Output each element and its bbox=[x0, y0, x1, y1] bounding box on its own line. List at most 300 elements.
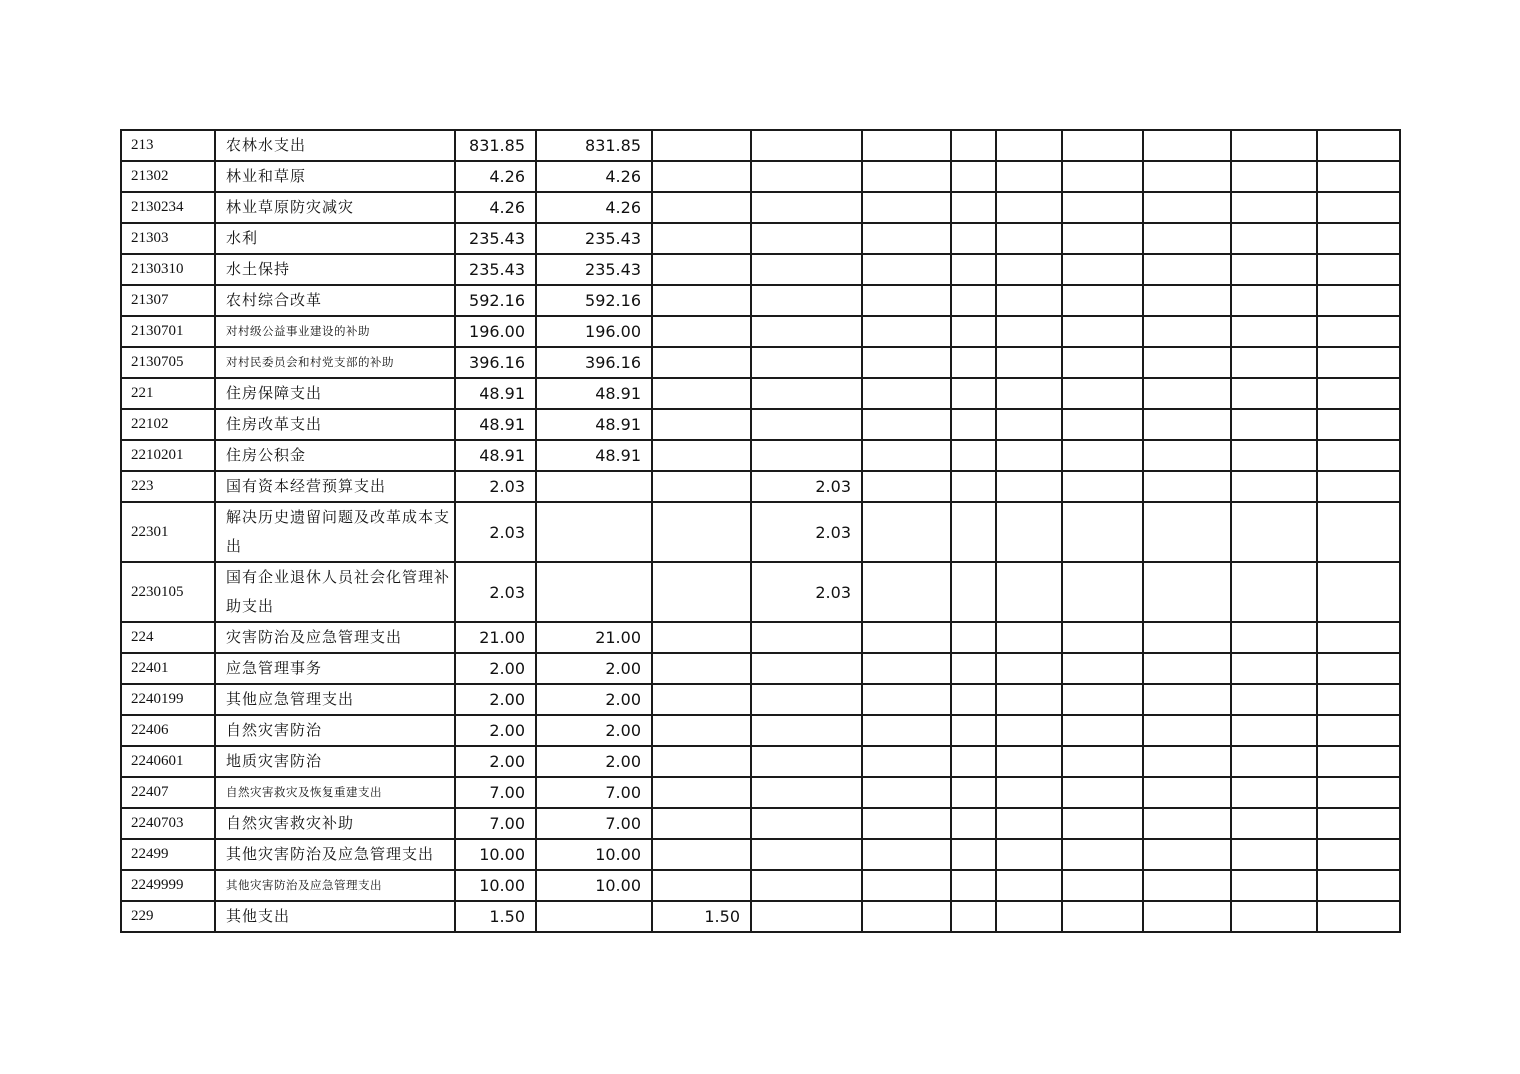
name-cell: 住房改革支出 bbox=[215, 409, 455, 440]
empty-cell bbox=[951, 192, 996, 223]
empty-cell bbox=[1062, 161, 1143, 192]
state-capital-cell bbox=[751, 347, 862, 378]
empty-cell bbox=[1317, 161, 1400, 192]
table-row bbox=[121, 347, 1400, 378]
code-cell: 2130701 bbox=[121, 316, 215, 347]
empty-cell bbox=[1143, 409, 1231, 440]
empty-cell bbox=[1062, 808, 1143, 839]
fund-budget-cell bbox=[652, 192, 751, 223]
empty-cell bbox=[862, 130, 951, 161]
empty-cell bbox=[862, 870, 951, 901]
empty-cell bbox=[951, 777, 996, 808]
table-body bbox=[121, 130, 1400, 932]
empty-cell bbox=[996, 254, 1062, 285]
empty-cell bbox=[996, 471, 1062, 502]
empty-cell bbox=[1143, 316, 1231, 347]
state-capital-cell bbox=[751, 440, 862, 471]
general-budget-cell: 831.85 bbox=[536, 130, 652, 161]
code-cell: 2230105 bbox=[121, 562, 215, 622]
state-capital-cell bbox=[751, 684, 862, 715]
code-cell: 2240601 bbox=[121, 746, 215, 777]
fund-budget-cell bbox=[652, 715, 751, 746]
table-row bbox=[121, 130, 1400, 161]
total-cell: 235.43 bbox=[455, 223, 536, 254]
empty-cell bbox=[1143, 161, 1231, 192]
empty-cell bbox=[862, 839, 951, 870]
code-cell: 22301 bbox=[121, 502, 215, 562]
code-cell: 2240199 bbox=[121, 684, 215, 715]
total-cell: 235.43 bbox=[455, 254, 536, 285]
empty-cell bbox=[1231, 808, 1317, 839]
empty-cell bbox=[1062, 223, 1143, 254]
empty-cell bbox=[1231, 409, 1317, 440]
state-capital-cell bbox=[751, 777, 862, 808]
total-cell: 10.00 bbox=[455, 839, 536, 870]
empty-cell bbox=[862, 192, 951, 223]
state-capital-cell bbox=[751, 223, 862, 254]
state-capital-cell bbox=[751, 715, 862, 746]
empty-cell bbox=[1317, 653, 1400, 684]
empty-cell bbox=[996, 777, 1062, 808]
empty-cell bbox=[951, 808, 996, 839]
empty-cell bbox=[996, 684, 1062, 715]
general-budget-cell: 7.00 bbox=[536, 777, 652, 808]
name-cell: 自然灾害救灾补助 bbox=[215, 808, 455, 839]
table-row bbox=[121, 440, 1400, 471]
empty-cell bbox=[1062, 777, 1143, 808]
table-row bbox=[121, 378, 1400, 409]
empty-cell bbox=[1143, 653, 1231, 684]
state-capital-cell: 2.03 bbox=[751, 502, 862, 562]
state-capital-cell bbox=[751, 901, 862, 932]
empty-cell bbox=[1062, 409, 1143, 440]
empty-cell bbox=[1062, 316, 1143, 347]
state-capital-cell bbox=[751, 409, 862, 440]
fund-budget-cell bbox=[652, 684, 751, 715]
code-cell: 22406 bbox=[121, 715, 215, 746]
empty-cell bbox=[1143, 440, 1231, 471]
empty-cell bbox=[996, 901, 1062, 932]
name-cell: 住房保障支出 bbox=[215, 378, 455, 409]
empty-cell bbox=[951, 285, 996, 316]
empty-cell bbox=[1317, 808, 1400, 839]
general-budget-cell: 235.43 bbox=[536, 223, 652, 254]
state-capital-cell bbox=[751, 870, 862, 901]
name-cell: 其他灾害防治及应急管理支出 bbox=[215, 839, 455, 870]
empty-cell bbox=[1143, 746, 1231, 777]
empty-cell bbox=[996, 130, 1062, 161]
code-cell: 21302 bbox=[121, 161, 215, 192]
code-cell: 213 bbox=[121, 130, 215, 161]
empty-cell bbox=[996, 715, 1062, 746]
general-budget-cell: 48.91 bbox=[536, 440, 652, 471]
empty-cell bbox=[1062, 715, 1143, 746]
name-cell: 国有资本经营预算支出 bbox=[215, 471, 455, 502]
empty-cell bbox=[862, 223, 951, 254]
name-cell: 其他应急管理支出 bbox=[215, 684, 455, 715]
code-cell: 2249999 bbox=[121, 870, 215, 901]
state-capital-cell bbox=[751, 653, 862, 684]
table-row bbox=[121, 746, 1400, 777]
table-row bbox=[121, 502, 1400, 562]
name-cell: 其他灾害防治及应急管理支出 bbox=[215, 870, 455, 901]
fund-budget-cell bbox=[652, 316, 751, 347]
empty-cell bbox=[1143, 223, 1231, 254]
total-cell: 10.00 bbox=[455, 870, 536, 901]
total-cell: 592.16 bbox=[455, 285, 536, 316]
empty-cell bbox=[951, 870, 996, 901]
table-row bbox=[121, 622, 1400, 653]
empty-cell bbox=[1231, 901, 1317, 932]
table-row bbox=[121, 839, 1400, 870]
code-cell: 224 bbox=[121, 622, 215, 653]
table-row bbox=[121, 808, 1400, 839]
budget-table bbox=[120, 129, 1401, 933]
empty-cell bbox=[1231, 192, 1317, 223]
empty-cell bbox=[1317, 223, 1400, 254]
total-cell: 2.00 bbox=[455, 653, 536, 684]
empty-cell bbox=[862, 409, 951, 440]
name-cell: 对村民委员会和村党支部的补助 bbox=[215, 347, 455, 378]
total-cell: 2.00 bbox=[455, 715, 536, 746]
empty-cell bbox=[1062, 378, 1143, 409]
empty-cell bbox=[1231, 285, 1317, 316]
total-cell: 196.00 bbox=[455, 316, 536, 347]
fund-budget-cell bbox=[652, 440, 751, 471]
empty-cell bbox=[1231, 440, 1317, 471]
table-row bbox=[121, 285, 1400, 316]
table-row bbox=[121, 777, 1400, 808]
state-capital-cell bbox=[751, 746, 862, 777]
general-budget-cell: 235.43 bbox=[536, 254, 652, 285]
general-budget-cell: 2.00 bbox=[536, 746, 652, 777]
empty-cell bbox=[1317, 192, 1400, 223]
empty-cell bbox=[996, 347, 1062, 378]
empty-cell bbox=[1143, 192, 1231, 223]
empty-cell bbox=[1231, 223, 1317, 254]
total-cell: 7.00 bbox=[455, 808, 536, 839]
fund-budget-cell bbox=[652, 347, 751, 378]
fund-budget-cell bbox=[652, 161, 751, 192]
fund-budget-cell bbox=[652, 409, 751, 440]
fund-budget-cell bbox=[652, 622, 751, 653]
empty-cell bbox=[862, 808, 951, 839]
state-capital-cell bbox=[751, 622, 862, 653]
empty-cell bbox=[862, 502, 951, 562]
name-cell: 水土保持 bbox=[215, 254, 455, 285]
empty-cell bbox=[996, 870, 1062, 901]
empty-cell bbox=[1231, 653, 1317, 684]
total-cell: 2.03 bbox=[455, 502, 536, 562]
state-capital-cell bbox=[751, 285, 862, 316]
fund-budget-cell bbox=[652, 653, 751, 684]
code-cell: 2130705 bbox=[121, 347, 215, 378]
total-cell: 1.50 bbox=[455, 901, 536, 932]
state-capital-cell bbox=[751, 839, 862, 870]
name-cell: 水利 bbox=[215, 223, 455, 254]
table-row bbox=[121, 192, 1400, 223]
empty-cell bbox=[1062, 684, 1143, 715]
empty-cell bbox=[996, 839, 1062, 870]
state-capital-cell bbox=[751, 130, 862, 161]
empty-cell bbox=[1062, 901, 1143, 932]
empty-cell bbox=[951, 684, 996, 715]
code-cell: 2210201 bbox=[121, 440, 215, 471]
empty-cell bbox=[1231, 870, 1317, 901]
empty-cell bbox=[1062, 471, 1143, 502]
fund-budget-cell bbox=[652, 471, 751, 502]
total-cell: 2.00 bbox=[455, 684, 536, 715]
general-budget-cell: 2.00 bbox=[536, 715, 652, 746]
empty-cell bbox=[862, 562, 951, 622]
empty-cell bbox=[1317, 316, 1400, 347]
fund-budget-cell bbox=[652, 130, 751, 161]
empty-cell bbox=[1317, 409, 1400, 440]
empty-cell bbox=[1231, 715, 1317, 746]
general-budget-cell: 396.16 bbox=[536, 347, 652, 378]
fund-budget-cell bbox=[652, 562, 751, 622]
empty-cell bbox=[1143, 901, 1231, 932]
state-capital-cell bbox=[751, 316, 862, 347]
empty-cell bbox=[1231, 161, 1317, 192]
code-cell: 22407 bbox=[121, 777, 215, 808]
code-cell: 2130310 bbox=[121, 254, 215, 285]
empty-cell bbox=[996, 378, 1062, 409]
fund-budget-cell bbox=[652, 808, 751, 839]
empty-cell bbox=[996, 409, 1062, 440]
fund-budget-cell bbox=[652, 870, 751, 901]
general-budget-cell: 21.00 bbox=[536, 622, 652, 653]
code-cell: 22102 bbox=[121, 409, 215, 440]
name-cell: 地质灾害防治 bbox=[215, 746, 455, 777]
empty-cell bbox=[1143, 808, 1231, 839]
empty-cell bbox=[862, 777, 951, 808]
empty-cell bbox=[951, 130, 996, 161]
empty-cell bbox=[996, 440, 1062, 471]
empty-cell bbox=[862, 285, 951, 316]
empty-cell bbox=[1062, 562, 1143, 622]
empty-cell bbox=[1317, 715, 1400, 746]
name-cell: 解决历史遗留问题及改革成本支出 bbox=[215, 502, 455, 562]
empty-cell bbox=[862, 653, 951, 684]
state-capital-cell bbox=[751, 254, 862, 285]
table-row bbox=[121, 316, 1400, 347]
state-capital-cell bbox=[751, 808, 862, 839]
empty-cell bbox=[1231, 562, 1317, 622]
empty-cell bbox=[1231, 777, 1317, 808]
general-budget-cell: 4.26 bbox=[536, 161, 652, 192]
empty-cell bbox=[996, 316, 1062, 347]
empty-cell bbox=[1231, 839, 1317, 870]
fund-budget-cell bbox=[652, 378, 751, 409]
total-cell: 831.85 bbox=[455, 130, 536, 161]
empty-cell bbox=[862, 378, 951, 409]
empty-cell bbox=[1062, 254, 1143, 285]
general-budget-cell: 196.00 bbox=[536, 316, 652, 347]
empty-cell bbox=[1231, 347, 1317, 378]
general-budget-cell: 7.00 bbox=[536, 808, 652, 839]
empty-cell bbox=[1143, 777, 1231, 808]
empty-cell bbox=[996, 502, 1062, 562]
table-row bbox=[121, 715, 1400, 746]
total-cell: 396.16 bbox=[455, 347, 536, 378]
empty-cell bbox=[1062, 347, 1143, 378]
general-budget-cell: 4.26 bbox=[536, 192, 652, 223]
name-cell: 林业和草原 bbox=[215, 161, 455, 192]
code-cell: 21303 bbox=[121, 223, 215, 254]
table-row bbox=[121, 562, 1400, 622]
code-cell: 2240703 bbox=[121, 808, 215, 839]
empty-cell bbox=[951, 839, 996, 870]
empty-cell bbox=[996, 746, 1062, 777]
empty-cell bbox=[1143, 870, 1231, 901]
empty-cell bbox=[1143, 562, 1231, 622]
empty-cell bbox=[951, 440, 996, 471]
general-budget-cell bbox=[536, 562, 652, 622]
total-cell: 21.00 bbox=[455, 622, 536, 653]
total-cell: 48.91 bbox=[455, 409, 536, 440]
empty-cell bbox=[996, 285, 1062, 316]
empty-cell bbox=[1143, 622, 1231, 653]
empty-cell bbox=[1231, 622, 1317, 653]
name-cell: 林业草原防灾减灾 bbox=[215, 192, 455, 223]
empty-cell bbox=[1062, 746, 1143, 777]
empty-cell bbox=[862, 901, 951, 932]
fund-budget-cell bbox=[652, 285, 751, 316]
table-row bbox=[121, 471, 1400, 502]
state-capital-cell bbox=[751, 192, 862, 223]
general-budget-cell: 592.16 bbox=[536, 285, 652, 316]
total-cell: 2.00 bbox=[455, 746, 536, 777]
empty-cell bbox=[1317, 440, 1400, 471]
empty-cell bbox=[1062, 870, 1143, 901]
general-budget-cell bbox=[536, 502, 652, 562]
empty-cell bbox=[862, 347, 951, 378]
empty-cell bbox=[1231, 316, 1317, 347]
empty-cell bbox=[951, 502, 996, 562]
empty-cell bbox=[862, 161, 951, 192]
name-cell: 住房公积金 bbox=[215, 440, 455, 471]
empty-cell bbox=[1317, 622, 1400, 653]
empty-cell bbox=[862, 622, 951, 653]
table-row bbox=[121, 901, 1400, 932]
state-capital-cell: 2.03 bbox=[751, 471, 862, 502]
total-cell: 2.03 bbox=[455, 471, 536, 502]
table-row bbox=[121, 653, 1400, 684]
empty-cell bbox=[1143, 285, 1231, 316]
empty-cell bbox=[951, 901, 996, 932]
empty-cell bbox=[1143, 347, 1231, 378]
empty-cell bbox=[996, 653, 1062, 684]
total-cell: 48.91 bbox=[455, 440, 536, 471]
empty-cell bbox=[1143, 839, 1231, 870]
empty-cell bbox=[951, 715, 996, 746]
empty-cell bbox=[1231, 746, 1317, 777]
empty-cell bbox=[1062, 839, 1143, 870]
code-cell: 223 bbox=[121, 471, 215, 502]
state-capital-cell bbox=[751, 161, 862, 192]
empty-cell bbox=[1317, 684, 1400, 715]
name-cell: 对村级公益事业建设的补助 bbox=[215, 316, 455, 347]
empty-cell bbox=[996, 192, 1062, 223]
empty-cell bbox=[1231, 684, 1317, 715]
empty-cell bbox=[862, 715, 951, 746]
empty-cell bbox=[996, 622, 1062, 653]
name-cell: 自然灾害救灾及恢复重建支出 bbox=[215, 777, 455, 808]
empty-cell bbox=[1143, 715, 1231, 746]
empty-cell bbox=[1143, 684, 1231, 715]
empty-cell bbox=[862, 316, 951, 347]
empty-cell bbox=[862, 440, 951, 471]
name-cell: 国有企业退休人员社会化管理补助支出 bbox=[215, 562, 455, 622]
empty-cell bbox=[1317, 777, 1400, 808]
empty-cell bbox=[1317, 254, 1400, 285]
table-row bbox=[121, 223, 1400, 254]
empty-cell bbox=[951, 653, 996, 684]
empty-cell bbox=[951, 471, 996, 502]
fund-budget-cell bbox=[652, 502, 751, 562]
general-budget-cell: 10.00 bbox=[536, 870, 652, 901]
empty-cell bbox=[951, 562, 996, 622]
total-cell: 4.26 bbox=[455, 161, 536, 192]
empty-cell bbox=[1317, 285, 1400, 316]
empty-cell bbox=[1231, 254, 1317, 285]
empty-cell bbox=[951, 316, 996, 347]
table-row bbox=[121, 409, 1400, 440]
empty-cell bbox=[1231, 378, 1317, 409]
empty-cell bbox=[862, 746, 951, 777]
name-cell: 其他支出 bbox=[215, 901, 455, 932]
fund-budget-cell: 1.50 bbox=[652, 901, 751, 932]
empty-cell bbox=[1062, 653, 1143, 684]
name-cell: 农林水支出 bbox=[215, 130, 455, 161]
empty-cell bbox=[1231, 502, 1317, 562]
empty-cell bbox=[1317, 746, 1400, 777]
state-capital-cell bbox=[751, 378, 862, 409]
fund-budget-cell bbox=[652, 746, 751, 777]
total-cell: 7.00 bbox=[455, 777, 536, 808]
empty-cell bbox=[1317, 901, 1400, 932]
code-cell: 22499 bbox=[121, 839, 215, 870]
empty-cell bbox=[951, 622, 996, 653]
table-row bbox=[121, 870, 1400, 901]
empty-cell bbox=[1317, 502, 1400, 562]
empty-cell bbox=[1317, 471, 1400, 502]
table-row bbox=[121, 684, 1400, 715]
name-cell: 农村综合改革 bbox=[215, 285, 455, 316]
empty-cell bbox=[1143, 502, 1231, 562]
empty-cell bbox=[1317, 870, 1400, 901]
code-cell: 229 bbox=[121, 901, 215, 932]
table-row bbox=[121, 161, 1400, 192]
empty-cell bbox=[1231, 130, 1317, 161]
empty-cell bbox=[1062, 192, 1143, 223]
empty-cell bbox=[1062, 285, 1143, 316]
total-cell: 48.91 bbox=[455, 378, 536, 409]
code-cell: 221 bbox=[121, 378, 215, 409]
empty-cell bbox=[1062, 502, 1143, 562]
empty-cell bbox=[951, 223, 996, 254]
empty-cell bbox=[1143, 471, 1231, 502]
general-budget-cell: 48.91 bbox=[536, 409, 652, 440]
total-cell: 4.26 bbox=[455, 192, 536, 223]
code-cell: 21307 bbox=[121, 285, 215, 316]
general-budget-cell: 2.00 bbox=[536, 653, 652, 684]
fund-budget-cell bbox=[652, 254, 751, 285]
empty-cell bbox=[996, 808, 1062, 839]
empty-cell bbox=[951, 409, 996, 440]
state-capital-cell: 2.03 bbox=[751, 562, 862, 622]
